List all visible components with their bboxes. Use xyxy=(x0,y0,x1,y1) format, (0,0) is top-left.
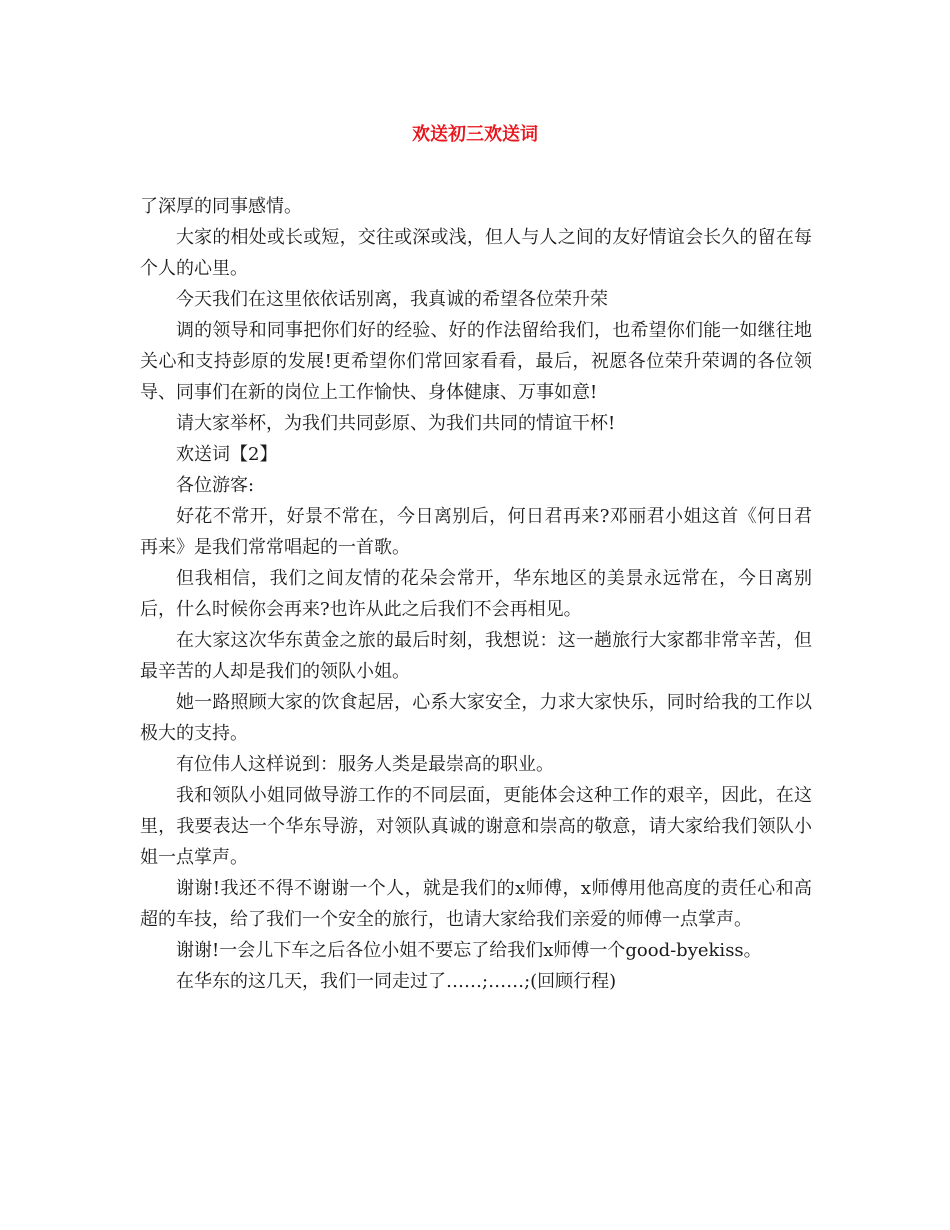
paragraph-salutation: 各位游客: xyxy=(176,475,255,496)
paragraph-16: 在华东的这几天，我们一同走过了……;……;(回顾行程) xyxy=(176,971,617,992)
paragraph-9: 但我相信，我们之间友情的花朵会常开，华东地区的美景永远常在，今日离别后，什么时候你会再来?也许从此之后我们不会再相见。 xyxy=(140,568,812,620)
paragraph-5: 请大家举杯，为我们共同彭原、为我们共同的情谊干杯! xyxy=(176,413,616,434)
paragraph-8: 好花不常开，好景不常在，今日离别后，何日君再来?邓丽君小姐这首《何日君再来》是我们常常唱起的一首歌。 xyxy=(140,506,812,558)
section-heading: 欢送词【2】 xyxy=(176,444,278,465)
paragraph-12: 有位伟人这样说到：服务人类是最崇高的职业。 xyxy=(176,754,554,775)
document-body xyxy=(140,191,812,997)
paragraph-4: 调的领导和同事把你们好的经验、好的作法留给我们，也希望你们能一如继往地关心和支持彭原的发展!更希望你们常回家看看，最后，祝愿各位荣升荣调的各位领导、同事们在新的岗位上工作愉快、身体健康、万事如意! xyxy=(140,320,812,403)
paragraph-13: 我和领队小姐同做导游工作的不同层面，更能体会这种工作的艰辛，因此，在这里，我要表达一个华东导游，对领队真诚的谢意和崇高的敬意，请大家给我们领队小姐一点掌声。 xyxy=(140,785,812,868)
paragraph-2: 大家的相处或长或短，交往或深或浅，但人与人之间的友好情谊会长久的留在每个人的心里。 xyxy=(140,227,812,279)
paragraph-1: 了深厚的同事感情。 xyxy=(140,196,302,217)
paragraph-14: 谢谢!我还不得不谢谢一个人，就是我们的x师傅，x师傅用他高度的责任心和高超的车技，给了我们一个安全的旅行，也请大家给我们亲爱的师傅一点掌声。 xyxy=(140,878,812,930)
paragraph-15: 谢谢!一会儿下车之后各位小姐不要忘了给我们x师傅一个good-byekiss。 xyxy=(176,940,762,961)
document-title: 欢送初三欢送词 xyxy=(412,124,538,145)
paragraph-10: 在大家这次华东黄金之旅的最后时刻，我想说：这一趟旅行大家都非常辛苦，但最辛苦的人却是我们的领队小姐。 xyxy=(140,630,812,682)
paragraph-3: 今天我们在这里依依话别离，我真诚的希望各位荣升荣 xyxy=(176,289,608,310)
paragraph-11: 她一路照顾大家的饮食起居，心系大家安全，力求大家快乐，同时给我的工作以极大的支持。 xyxy=(140,692,812,744)
